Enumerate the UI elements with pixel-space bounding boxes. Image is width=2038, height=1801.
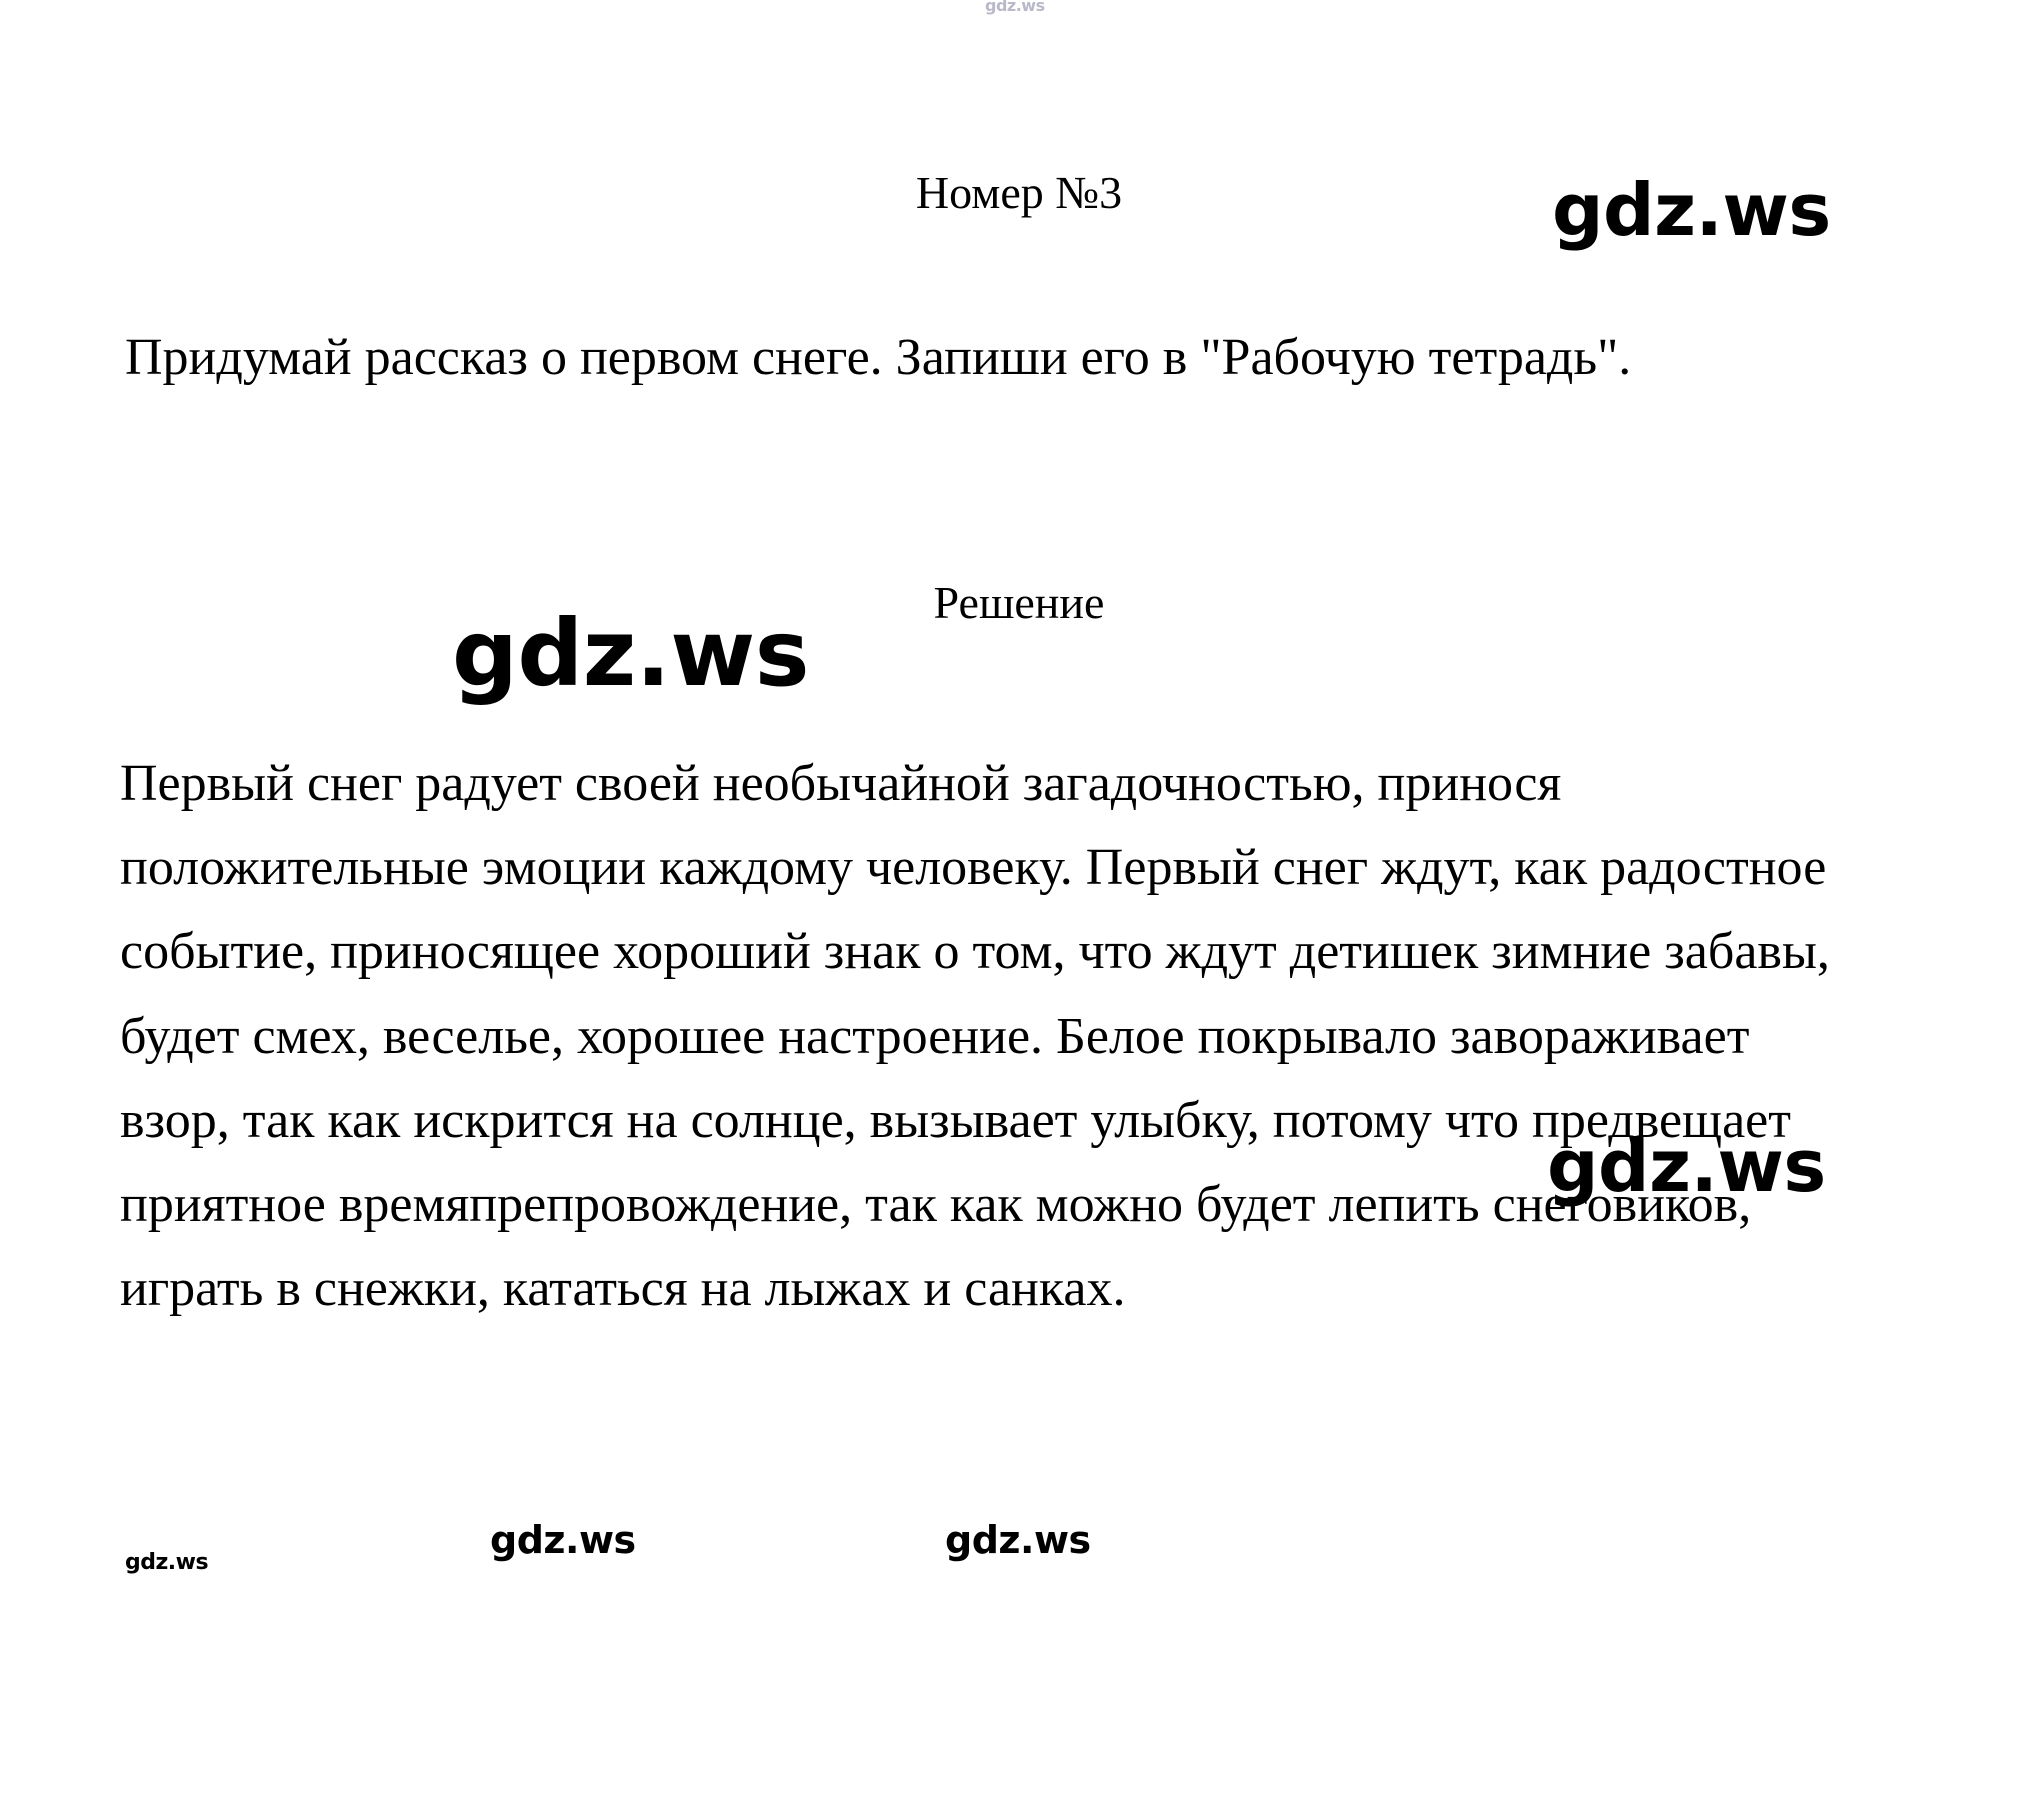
solution-paragraph: Первый снег радует своей необычайной загадочностью, принося положительные эмоции каждому человеку. Первый снег ждут, как радостное событие, приносящее хороший знак о том, что ждут детишек зимние забавы, будет смех, веселье, хорошее настроение. Белое покрывало завораживает взор, так как искрится на солнце, вызывает улыбку, потому что предвещает приятное времяпрепровождение, так как можно будет лепить снеговиков, играть в снежки, кататься на лыжах и санках. <box>120 755 1830 1318</box>
watermark-small-left: gdz.ws <box>125 1550 209 1575</box>
solution-heading: Решение <box>933 577 1105 628</box>
watermark-right-top: gdz.ws <box>1552 168 1831 252</box>
watermark-mid-right: gdz.ws <box>1547 1124 1826 1208</box>
watermark-small-mid-1: gdz.ws <box>490 1518 636 1562</box>
page-title: Номер №3 <box>915 167 1123 218</box>
watermark-small-mid-2: gdz.ws <box>945 1518 1091 1562</box>
watermark-top: gdz.ws <box>985 0 1045 15</box>
task-statement: Придумай рассказ о первом снеге. Запиши его в "Рабочую тетрадь". <box>125 329 1632 386</box>
watermark-center: gdz.ws <box>452 600 809 707</box>
solution-body <box>120 742 1860 1332</box>
